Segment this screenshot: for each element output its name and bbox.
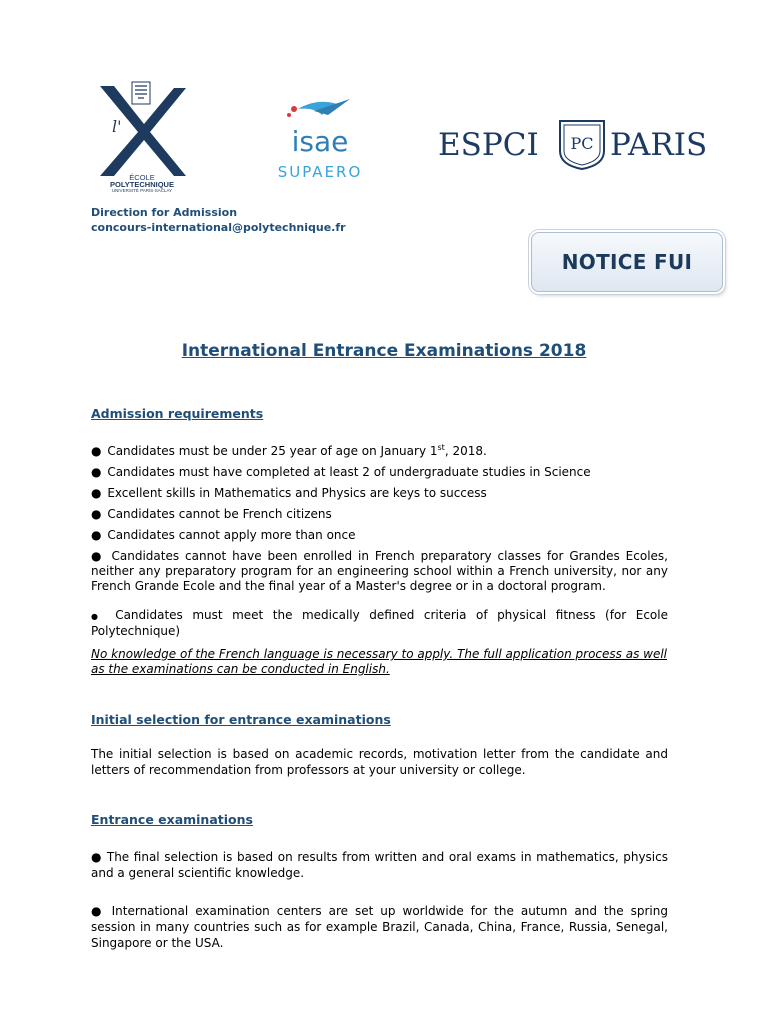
exams-paragraph-2: ● International examination centers are set up worldwide for the autumn and the spring session in many countries such as for example Brazil, Canada, China, France, Russia, Senegal, Singapore or the USA.: [91, 904, 668, 950]
language-note: No knowledge of the French language is necessary to apply. The full application process as well as the examinations can be conducted in English.: [91, 647, 667, 676]
isae-supaero-logo: [258, 97, 382, 185]
item-text: Candidates must be under 25 year of age on January 1st, 2018.: [107, 443, 487, 458]
logo-x-prefix: l': [112, 117, 122, 136]
initial-selection-text: The initial selection is based on academic records, motivation letter from the candidate and letters of recommendation from professors at your university or college.: [91, 747, 668, 777]
admission-contact: [91, 205, 346, 235]
paris-word: PARIS: [610, 127, 708, 163]
exams-paragraph-1: ● The final selection is based on results from written and oral exams in mathematics, physics and a general scientific knowledge.: [91, 850, 668, 880]
bullet-icon: ●: [91, 850, 103, 864]
list-item: [91, 507, 668, 522]
supaero-word: SUPAERO: [277, 163, 363, 181]
notice-label: NOTICE FUI: [561, 250, 693, 274]
logo-x-line1: ÉCOLE: [129, 173, 155, 182]
entrance-exams-heading: Entrance examinations: [91, 812, 253, 827]
bullet-icon: ●: [91, 528, 102, 542]
isae-word: isae: [291, 125, 349, 158]
contact-email[interactable]: concours-international@polytechnique.fr: [91, 221, 346, 234]
logo-x-line3: UNIVERSITÉ PARIS-SACLAY: [111, 188, 173, 192]
bullet-icon: ●: [91, 486, 102, 500]
notice-badge: [531, 232, 723, 292]
item-text: Candidates cannot apply more than once: [107, 528, 356, 542]
polytechnique-logo: [94, 80, 190, 192]
admission-list: [91, 440, 668, 645]
bullet-icon: ●: [91, 904, 105, 918]
direction-label: Direction for Admission: [91, 206, 238, 219]
initial-selection-heading: Initial selection for entrance examinations: [91, 712, 391, 727]
bullet-icon: ●: [91, 612, 104, 621]
espci-word: ESPCI: [438, 127, 539, 163]
bullet-icon: ●: [91, 465, 102, 479]
bullet-icon: ●: [91, 507, 102, 521]
espci-monogram: PC: [570, 134, 594, 153]
logo-x-line2: POLYTECHNIQUE: [110, 180, 174, 189]
page-title: International Entrance Examinations 2018: [181, 341, 587, 361]
item-text: Excellent skills in Mathematics and Physics are keys to success: [107, 486, 487, 500]
list-item: [91, 528, 668, 543]
bullet-icon: ●: [91, 549, 104, 563]
list-item: [91, 608, 668, 639]
item-text: Candidates cannot be French citizens: [107, 507, 332, 521]
list-item: [91, 486, 668, 501]
admission-heading: Admission requirements: [91, 406, 264, 421]
list-item: [91, 465, 668, 480]
list-item: [91, 440, 668, 459]
item-text: Candidates cannot have been enrolled in French preparatory classes for Grandes Ecoles, neither any preparatory program for an engineering school within a French university, nor any French Grande Ecole and the final year of a Master's degree or in a doctoral program.: [91, 549, 668, 593]
espci-paris-logo: [436, 115, 726, 171]
item-text: Candidates must meet the medically defined criteria of physical fitness (for Ecole Polytechnique): [91, 608, 668, 638]
list-item: [91, 549, 668, 594]
bullet-icon: ●: [91, 444, 102, 458]
item-text: Candidates must have completed at least 2 of undergraduate studies in Science: [107, 465, 591, 479]
